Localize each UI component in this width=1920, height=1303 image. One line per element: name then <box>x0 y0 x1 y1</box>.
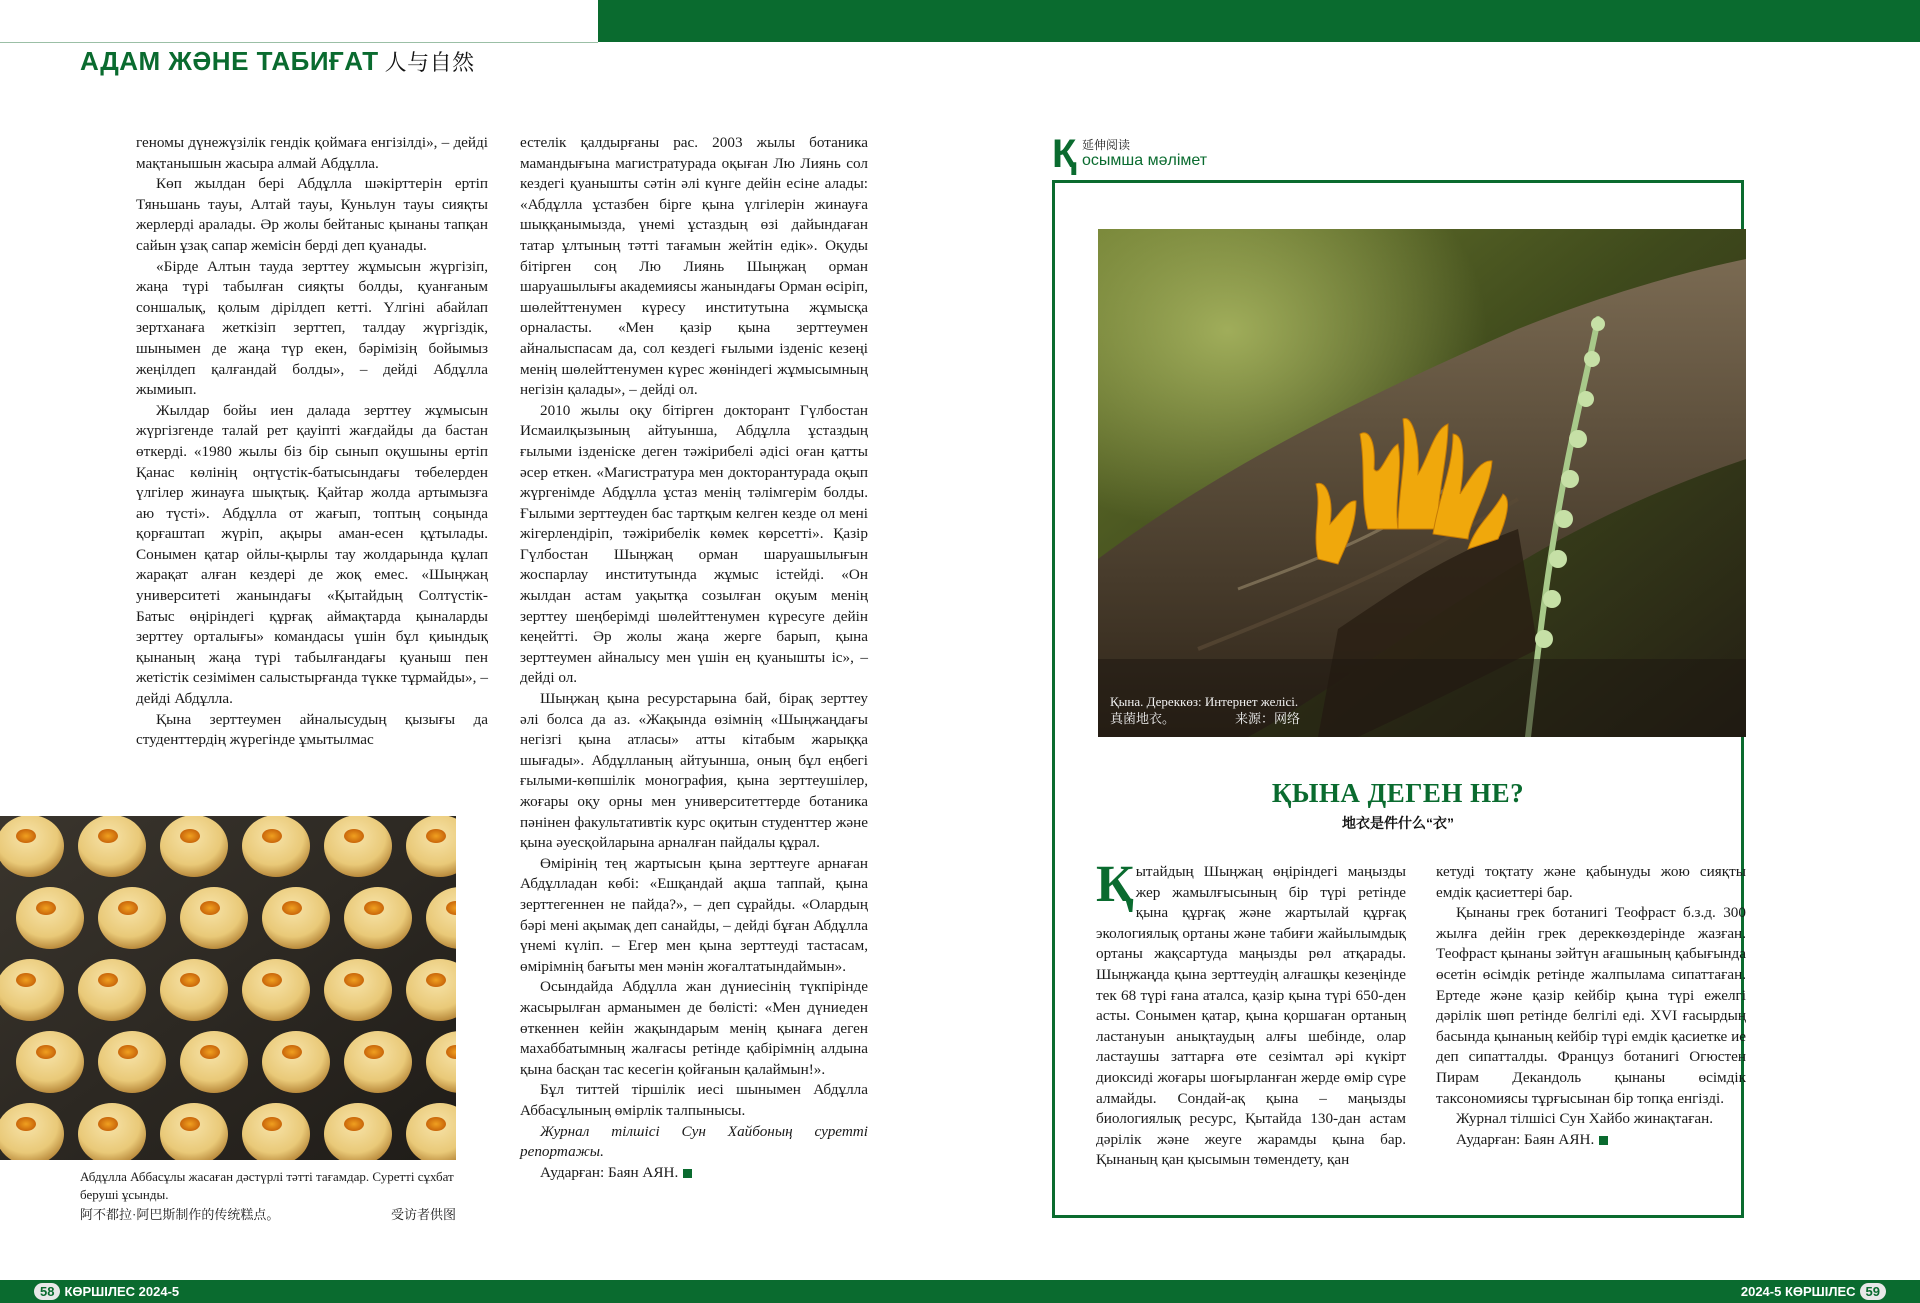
header-rule <box>0 42 598 43</box>
pastry <box>160 959 228 1021</box>
paragraph: Қынаны грек ботанигі Теофраст б.з.д. 300 жылға дейін грек дереккөздерінде жазған. Теофраст қынаны зәйтүн ағашының қабығында өсетін өсімдік ретінде жалпылама сипаттаған. Ертеде және қазір кейбір қына түрі ежелгі дәрілік шөп ретінде белгілі еді. XVI ғасырдың басында қынаның кейбір түрі емдік қасиетке ие деп сипатталды. Француз ботанигі Огюстен Пирам Декандоль қынаны өсімдік таксономиясы тұрғысынан бір топқа енгізді. <box>1436 904 1746 1107</box>
pastry-glaze <box>364 901 384 915</box>
pastry <box>344 1031 412 1093</box>
sidebar-heading-cn: 延伸阅读 <box>1082 138 1131 152</box>
pastry <box>78 959 146 1021</box>
paragraph: Бұл титтей тіршілік иесі шынымен Абдұлла Аббасұлының өмірлік талпынысы. <box>520 1081 868 1119</box>
pastry <box>16 887 84 949</box>
pastries-photo-caption <box>80 1168 456 1224</box>
sidebar-box-title: ҚЫНА ДЕГЕН НЕ? <box>1271 778 1525 808</box>
paragraph: «Бірде Алтын тауда зерттеу жұмысын жүргізіп, жаңа түрі табылған сияқты болды, қуанғаным соншалық, қолым дірілдеп кетті. Үлгіні абайлап зертханаға жеткізіп зерттеп, талдау жүргіздік, шынымен де жаңа түр екен, бәрімізің бойымыз жеңілдеп қалғандай болды», – дейді Абдұлла жымиып. <box>136 257 488 399</box>
pastry-glaze <box>180 1117 200 1131</box>
paragraph: 2010 жылы оқу бітірген докторант Гүлбостан Исмаилқызының айтуынша, Абдұлла ұстаздың ғылыми ізденіске деген тәжірибелі әдісі оған қатты әсер еткен. «Магистратура мен докторантурада оқып жүргенімде Абдұлла ұстаз менің тәлімгерім болды. Ғылыми зерттеуден бас тартқым келген кезде ол мені жігерлендіріп, тәжірибелік көмек көрсетті». Қазір Гүлбостан Шыңжаң орман шаруашылығын жоспарлау институтында жұмыс істейді. «Он жылдан астам уақытқа созылған оқуым менің зерттеу шеңберімді шөлейттенумен күресуге дейін кеңейтті. Әр жолы жаңа жерге барып, қына зерттеумен айналысу мен үшін ең қуанышты іс», – дейді ол. <box>520 401 868 687</box>
compiler-credit: Журнал тілшісі Сун Хайбо жинақтаған. <box>1456 1110 1714 1128</box>
pastry <box>78 816 146 877</box>
pastry-glaze <box>344 829 364 843</box>
translator-credit-text: Аударған: Баян АЯН. <box>1456 1130 1595 1148</box>
drop-cap: Қ <box>1096 856 1134 913</box>
section-title-cn: 人与自然 <box>384 50 475 75</box>
article-column-2 <box>520 133 868 1183</box>
sidebar-heading-kz: осымша мәлімет <box>1082 152 1208 169</box>
pastry-glaze <box>344 1117 364 1131</box>
pastry-glaze <box>282 901 302 915</box>
pastry-glaze <box>200 901 220 915</box>
pastry-glaze <box>118 901 138 915</box>
reporter-credit: Журнал тілшісі Сун Хайбоның суретті репортажы. <box>520 1122 868 1161</box>
section-title <box>80 46 475 77</box>
pastry-glaze <box>426 973 446 987</box>
pastries-photo <box>0 816 456 1160</box>
lichen-illustration <box>1098 229 1746 737</box>
pastry-glaze <box>180 829 200 843</box>
pastry-glaze <box>36 1045 56 1059</box>
pastry-glaze <box>262 973 282 987</box>
pastry <box>324 959 392 1021</box>
pastry <box>16 1031 84 1093</box>
folio-left-text: КӨРШІЛЕС 2024-5 <box>64 1284 180 1299</box>
paragraph-text: ытайдың Шыңжаң өңіріндегі маңызды жер жамылғысының бір түрі ретінде қына құрғақ және жартылай құрғақ экологиялық ортаны және табиғи жайылымдық ортаны жақсартуда маңызды рөл атқарады. Шыңжаңда қына зерттеудің алғашқы кезеңінде тек 68 түрі ғана аталса, қазір қына түрі 650-ден асты. Сонымен қатар, қына қоршаған ортаның ластануын анықтаудың алғы шебінде, олар ластаушы заттарға өте сезімтал әрі күкірт диоксиді жоғары шоғырланған жерде өмір сүре алмайды. Сондай-ақ қына – маңызды биологиялық ресурс, Қытайда 130-дан астам дәрілік және жеуге жарамды қына бар. Қынаның қан қысымын төмендету, қан <box>1096 863 1406 1169</box>
pastry <box>180 1031 248 1093</box>
pastry-glaze <box>16 1117 36 1131</box>
caption-text-cn: 阿不都拉·阿巴斯制作的传统糕点。 <box>80 1207 280 1222</box>
pastry <box>98 1031 166 1093</box>
end-mark-icon <box>683 1169 692 1178</box>
translator-credit-text: Аударған: Баян АЯН. <box>540 1163 679 1181</box>
paragraph: естелік қалдырғаны рас. 2003 жылы ботаника мамандығына магистратурада оқыған Лю Лиянь сол кездегі қуанышты сәтін әлі күнге дейін есіне алады: «Абдұлла ұстазбен бірге қына үлгілерін жинауға шыққанымызда, үнемі ұстаздың өзі дайындаған татар ұлтының тәтті тағамын жейтін едік». Оқуды бітірген соң Лю Лиянь Шыңжаң орман шаруашылығы академиясы жанындағы Орман өсіріп, шөлейттенумен күресу институтына жұмысқа орналасты. «Мен қазір қына зерттеумен айналыспасам да, сол кездегі ғылыми ізденіс кезеңі менің шөлейттенумен күрес жөніндегі жұмысымның негізін қалады», – дейді ол. <box>520 134 868 399</box>
pastry-glaze <box>36 901 56 915</box>
pastry <box>242 959 310 1021</box>
pastry-glaze <box>426 1117 446 1131</box>
paragraph: Өмірінің тең жартысын қына зерттеуге арнаған Абдұлладан көбі: «Ешқандай ақша таппай, қына зерттегеннен не пайда?», – деп сұрайды. «Олардың бәрі мені ақымақ деп санайды, – дейді бұған Абдұлла үнемі күліп. – Егер мен қына зерттеуді тастасам, өмірімнің бағыты мен мәнін жоғалтатындаймын». <box>520 854 868 975</box>
pastries-illustration <box>0 816 456 1160</box>
lichen-photo <box>1098 229 1746 737</box>
sidebar-box-subtitle: 地衣是件什么“衣” <box>1342 815 1454 831</box>
sidebar-heading <box>1052 132 1208 176</box>
pastry <box>98 887 166 949</box>
header-green-bar <box>598 0 1920 42</box>
pastry-glaze <box>180 973 200 987</box>
translator-credit <box>520 1163 868 1184</box>
page-number-right: 59 <box>1860 1283 1886 1300</box>
pastry-glaze <box>16 973 36 987</box>
section-title-kz: АДАМ ЖӘНЕ ТАБИҒАТ <box>80 46 379 76</box>
folio-left <box>30 1280 179 1303</box>
translator-credit <box>1436 1130 1746 1151</box>
paragraph: кетуді тоқтату және қабынуды жою сияқты емдік қасиеттері бар. <box>1436 863 1746 901</box>
pastry-glaze <box>98 829 118 843</box>
caption-credit-cn: 受访者供图 <box>390 1207 456 1222</box>
paragraph: Жылдар бойы иен далада зерттеу жұмысын жүргізгенде талай рет қауіпті жағдайды да бастан өткерді. «1980 жылы біз бір сынып оқушыны ертіп Қанас көлінің оңтүстік-батысындағы төбелерден үлгілер жинауға шықтық. Қайтар жолда артымызға аю түсті». Абдұлла от жағып, топтың соңында қорғаштап жүріп, ақыры аман-есен құтылады. Сонымен қатар ойлы-қырлы тау жолдарында құлап жарақат алған кездері де жоқ емес. «Шыңжаң университеті жанындағы «Қытайдың Солтүстік-Батыс өңіріндегі құрғақ аймақтарда қыналарды зерттеу орталығы» командасы үшін бұл қиындық қынаның жаңа түрі табылғандағы қуаныш пен жетістік сезімімен салыстырғанда түкке тұрмайды», – дейді Абдұлла. <box>136 401 488 708</box>
pastry <box>242 816 310 877</box>
pastry <box>262 887 330 949</box>
pastry <box>160 816 228 877</box>
pastry-glaze <box>282 1045 302 1059</box>
end-mark-icon <box>1599 1136 1608 1145</box>
sidebar-column-1 <box>1096 856 1406 1171</box>
caption-credit-cn: 来源：网络 <box>1235 711 1301 726</box>
page-number-left: 58 <box>34 1283 60 1300</box>
paragraph <box>1096 856 1406 1171</box>
pastry-glaze <box>426 829 446 843</box>
sidebar-column-2 <box>1436 862 1746 1150</box>
pastry <box>262 1031 330 1093</box>
pastry <box>180 887 248 949</box>
paragraph: Қына зерттеумен айналысудың қызығы да студенттердің жүрегінде ұмытылмас <box>136 710 488 749</box>
pastry-glaze <box>16 829 36 843</box>
paragraph: Көп жылдан бері Абдұлла шәкірттерін ертіп Тяньшань тауы, Алтай тауы, Куньлун тауы сияқты жерлерді аралады. Әр жолы бейтаныс қынаны тапқан сайын ұзақ сапар жемісін берді деп қуанады. <box>136 175 488 254</box>
pastry-glaze <box>98 1117 118 1131</box>
pastry-glaze <box>200 1045 220 1059</box>
pastry <box>344 887 412 949</box>
paragraph: Осындайда Абдұлла жан дүниесінің түкпірінде жасырылған арманымен де бөлісті: «Мен дүниеден өткеннен кейін жақындарым менің қынаға деген махаббатымның жалғасы ретінде қабірімнің алдына қына басқан тас кесегін қойғанын қалаймын!». <box>520 978 868 1078</box>
lichen-photo-caption <box>1110 693 1300 727</box>
pastry-glaze <box>364 1045 384 1059</box>
pastry-glaze <box>118 1045 138 1059</box>
pastry-glaze <box>98 973 118 987</box>
article-column-1 <box>136 133 488 751</box>
sidebar-initial-letter: Қ <box>1052 132 1077 176</box>
footer-bar <box>0 1280 1920 1303</box>
pastry-glaze <box>262 1117 282 1131</box>
folio-right <box>1741 1280 1890 1303</box>
caption-cn-row <box>80 1206 456 1224</box>
folio-right-text: 2024-5 КӨРШІЛЕС <box>1740 1284 1856 1299</box>
pastry <box>324 816 392 877</box>
caption-text-kz: Қына. Дереккөз: Интернет желісі. <box>1110 694 1299 709</box>
caption-text-cn: 真菌地衣。 <box>1110 711 1176 726</box>
paragraph: Шыңжаң қына ресурстарына бай, бірақ зерттеу әлі болса да аз. «Жақында өзімнің «Шыңжаңдағы негізгі қына атласы» атты кітабым жарыққа шығады». Абдұлланың айтуынша, оның бұл еңбегі ғылыми-көпшілік монография, қына зерттеушілер, жоғары оқу орны мен университеттерде ботаника пәнінен факультативтік курс оқитын студенттер және қына әуесқойларына арналған пайдалы құрал. <box>520 690 868 852</box>
pastry-glaze <box>344 973 364 987</box>
pastry-glaze <box>262 829 282 843</box>
paragraph: геномы дүнежүзілік гендік қоймаға енгізілді», – дейді мақтанышын жасыра алмай Абдұлла. <box>136 134 488 172</box>
caption-text-kz: Абдұлла Аббасұлы жасаған дәстүрлі тәтті тағамдар. Суретті сұхбат беруші ұсынды. <box>80 1169 454 1202</box>
caption-cn-row <box>1110 710 1300 727</box>
